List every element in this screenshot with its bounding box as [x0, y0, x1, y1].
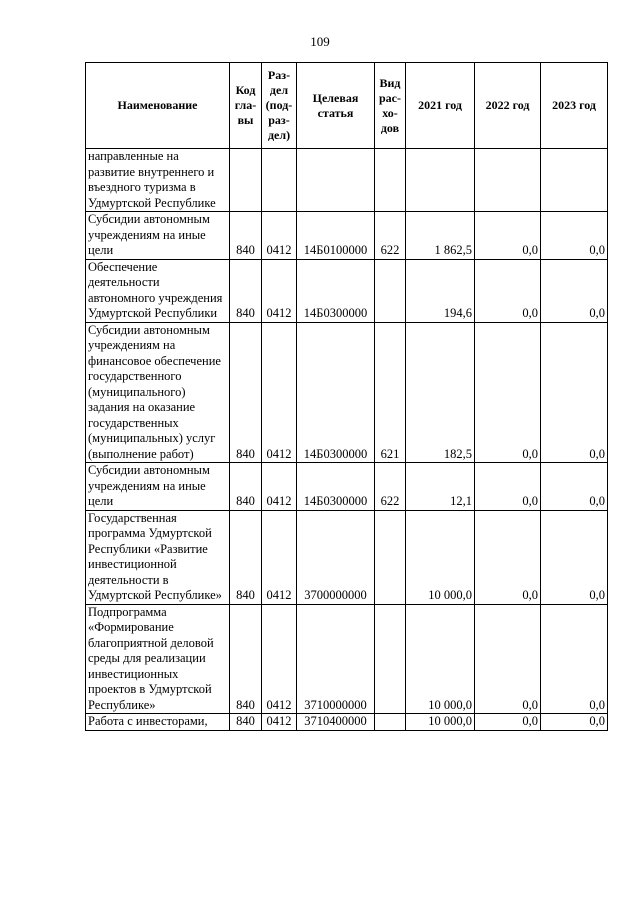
- column-header-2023: 2023 год: [541, 63, 608, 149]
- table-row: [86, 604, 608, 714]
- table-row: [86, 463, 608, 511]
- row-2023: 0,0: [541, 510, 608, 604]
- table-row: [86, 212, 608, 260]
- page-number: 109: [310, 34, 330, 49]
- row-2022: 0,0: [475, 714, 541, 731]
- row-code: 840: [230, 212, 262, 260]
- row-2021: 10 000,0: [406, 714, 475, 731]
- row-2022: [475, 149, 541, 212]
- row-target: 14Б0100000: [297, 212, 375, 260]
- row-2022: 0,0: [475, 212, 541, 260]
- row-2023: 0,0: [541, 463, 608, 511]
- column-header-type: Вид рас-хо-дов: [375, 63, 406, 149]
- row-type: [375, 714, 406, 731]
- row-code: 840: [230, 510, 262, 604]
- row-name: Обеспечение деятельности автономного учреждения Удмуртской Республики: [86, 259, 230, 322]
- row-type: 622: [375, 212, 406, 260]
- column-header-name: Наименование: [86, 63, 230, 149]
- row-target: 14Б0300000: [297, 259, 375, 322]
- column-header-target: Целевая статья: [297, 63, 375, 149]
- row-section: [262, 149, 297, 212]
- row-target: 14Б0300000: [297, 322, 375, 463]
- row-2021: 182,5: [406, 322, 475, 463]
- row-2021: 10 000,0: [406, 604, 475, 714]
- budget-table: [85, 62, 608, 731]
- row-2023: [541, 149, 608, 212]
- column-header-2021: 2021 год: [406, 63, 475, 149]
- row-target: 3710000000: [297, 604, 375, 714]
- row-section: 0412: [262, 259, 297, 322]
- row-code: 840: [230, 259, 262, 322]
- row-2021: 194,6: [406, 259, 475, 322]
- row-target: 3710400000: [297, 714, 375, 731]
- row-2022: 0,0: [475, 259, 541, 322]
- row-type: 622: [375, 463, 406, 511]
- row-target: 3700000000: [297, 510, 375, 604]
- table-header-row: [86, 63, 608, 149]
- row-code: [230, 149, 262, 212]
- row-code: 840: [230, 604, 262, 714]
- row-target: [297, 149, 375, 212]
- row-section: 0412: [262, 463, 297, 511]
- table-row: [86, 259, 608, 322]
- row-2023: 0,0: [541, 212, 608, 260]
- row-type: [375, 604, 406, 714]
- row-2022: 0,0: [475, 463, 541, 511]
- row-2021: 12,1: [406, 463, 475, 511]
- row-section: 0412: [262, 604, 297, 714]
- row-2021: [406, 149, 475, 212]
- table-row: [86, 322, 608, 463]
- row-section: 0412: [262, 322, 297, 463]
- table-row: [86, 510, 608, 604]
- row-2023: 0,0: [541, 259, 608, 322]
- row-name: Субсидии автономным учреждениям на иные цели: [86, 212, 230, 260]
- row-2021: 10 000,0: [406, 510, 475, 604]
- row-type: 621: [375, 322, 406, 463]
- row-code: 840: [230, 322, 262, 463]
- column-header-code: Код гла-вы: [230, 63, 262, 149]
- column-header-section: Раз-дел (под-раз-дел): [262, 63, 297, 149]
- row-section: 0412: [262, 714, 297, 731]
- row-type: [375, 259, 406, 322]
- row-2022: 0,0: [475, 604, 541, 714]
- row-section: 0412: [262, 212, 297, 260]
- table-row: [86, 714, 608, 731]
- row-2021: 1 862,5: [406, 212, 475, 260]
- row-name: Работа с инвесторами,: [86, 714, 230, 731]
- row-name: Государственная программа Удмуртской Республики «Развитие инвестиционной деятельности в Удмуртской Республике»: [86, 510, 230, 604]
- column-header-2022: 2022 год: [475, 63, 541, 149]
- row-target: 14Б0300000: [297, 463, 375, 511]
- row-name: Субсидии автономным учреждениям на иные цели: [86, 463, 230, 511]
- row-name: Подпрограмма «Формирование благоприятной деловой среды для реализации инвестиционных проектов в Удмуртской Республике»: [86, 604, 230, 714]
- table-row: [86, 149, 608, 212]
- row-name: направленные на развитие внутреннего и въездного туризма в Удмуртской Республике: [86, 149, 230, 212]
- row-2023: 0,0: [541, 604, 608, 714]
- row-2023: 0,0: [541, 322, 608, 463]
- row-code: 840: [230, 714, 262, 731]
- row-2022: 0,0: [475, 322, 541, 463]
- row-section: 0412: [262, 510, 297, 604]
- row-name: Субсидии автономным учреждениям на финансовое обеспечение государственного (муниципального) задания на оказание государственных (муниципальных) услуг (выполнение работ): [86, 322, 230, 463]
- row-2022: 0,0: [475, 510, 541, 604]
- row-code: 840: [230, 463, 262, 511]
- row-type: [375, 510, 406, 604]
- row-2023: 0,0: [541, 714, 608, 731]
- row-type: [375, 149, 406, 212]
